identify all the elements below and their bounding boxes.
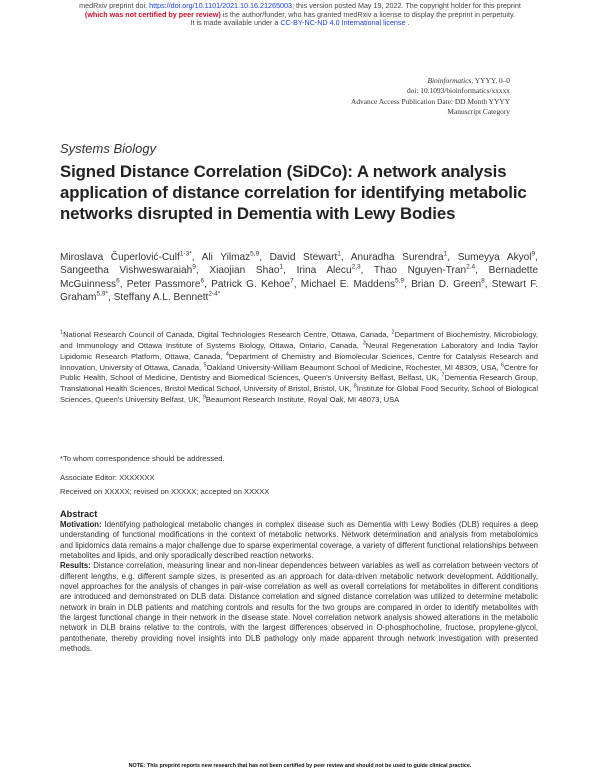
associate-editor: Associate Editor: XXXXXXX [60,473,155,482]
abstract-heading: Abstract [60,509,98,519]
results-text: Distance correlation, measuring linear and non-linear dependences between variables as well as correlation between vectors of different lengths, e.g. different sample sizes, is presented as an approach for data-driven metabolic network development. Additionally, novel approaches for the analysis of changes in pair-wise correlation as well as overall correlations for metabolites in different conditions are introduced and demonstrated on DLB data. Distance correlation and signed distance correlation was utilized to determine metabolic network in brain in DLB patients and matching controls and results for the two groups are compared in order to identify metabolites with the largest functional change in their network in the disease state. Novel correlation network analysis showed alterations in the metabolic network in DLB brains relative to the controls, with the largest differences observed in O-phosphocholine, fructose, propylene-glycol, pantothenate, thereby providing novel insights into DLB pathology only made apparent through network investigation with presented methods. [60,561,538,654]
author-name: Sumeyya Akyol [457,252,532,263]
author-name: David Stewart [269,252,338,263]
received-dates: Received on XXXXX; revised on XXXXX; accepted on XXXXX [60,487,270,496]
author-name: Miroslava Čuperlović-Culf [60,252,180,263]
motivation-label: Motivation: [60,520,102,529]
author-list: Miroslava Čuperlović-Culf$^{1-3*}$, Ali Yilmaz$^{5,9}$, David Stewart$^1$, Anuradha Surendra$^1$, Sumeyya Akyol$^9$, Sangeetha Vishweswaraiah$^9$, Xiaojian Shao$^1$, Irina Alecu$^{2,3}$, Thao Nguyen-Tran$^{2,4}$, Bernadette McGuinness$^6$, Peter Passmore$^6$, Patrick G. Kehoe$^7$, Michael E. Maddens$^{5,9}$, Brian D. Green$^8$, Stewart F. Graham$^{5,9*}$, Steffany A.L. Bennett$^{2-4*}$ [60,250,539,304]
affiliation-text: National Research Council of Canada, Digital Technologies Research Centre, Ottawa, Canada, [63,330,392,339]
journal-volume: , YYYY, 0–0 [471,76,510,85]
author-name: Peter Passmore [126,278,201,290]
author-name: Bernadette McGuinness [60,265,539,290]
results-label: Results: [60,561,91,571]
journal-info [351,76,510,118]
affiliation-text: Department of Biochemistry, Microbiology, and Immunology and Ottawa Institute of Systems Biology, Ottawa, Ontario, Canada, [60,330,538,350]
author-name: Brian D. Green [411,278,482,290]
correspondence-note: *To whom correspondence should be addressed. [60,454,225,463]
author-affiliation-mark: 2,4 [466,264,476,272]
affiliation-number: 8 [353,383,357,390]
motivation-text: Identifying pathological metabolic changes in complex disease such as Dementia with Lewy Bodies (DLB) requires a deep understanding of functional modifications in the context of metabolic networks. Network determination and analysis from metabolomics and lipidomics data remains a major challenge due to sparse experimental coverage, a variety of different functional relationships between metabolites and lipids, and only sporadically described reaction networks. [60,520,538,561]
affiliation-text: Institute for Global Food Security, School of Biological Sciences, Queen's University Belfast, UK, [60,384,539,405]
affiliation-text: Centre for Public Health, School of Medicine, Dentistry and Biomedical Sciences, Queen's University Belfast, Belfast, UK, [60,362,539,383]
author-affiliation-mark: 8 [481,277,485,285]
banner-text: It is made available under a [190,18,281,28]
manuscript-category: Manuscript Category [447,107,510,117]
affiliation-text: Beaumont Research Institute, Royal Oak, MI 48073, USA [205,395,400,405]
author-name: Sangeetha Vishweswaraiah [60,265,193,277]
affiliation-number: 9 [202,394,206,401]
author-name: Thao Nguyen-Tran [373,265,467,277]
author-affiliation-mark: 9 [531,250,536,258]
journal-doi: doi: 10.1093/bioinformatics/xxxxx [406,86,510,96]
author-affiliation-mark: 9 [192,264,196,272]
banner-text: is the author/funder, who has granted medRxiv a license to display the preprint in perpetuity. [220,9,516,19]
author-affiliation-mark: 5,9* [96,290,109,298]
doi-link[interactable]: https://doi.org/10.1101/2021.10.16.21265003 [149,1,293,10]
author-name: Steffany A.L. Bennett [113,292,209,304]
affiliation-number: 7 [441,372,445,379]
banner-text: ; this version posted May 19, 2022. The copyright holder for this preprint [292,1,521,10]
author-affiliation-mark: 7 [290,277,294,285]
affiliation-number: 2 [391,329,395,336]
author-name: Patrick G. Kehoe [211,278,291,290]
author-name: Xiaojian Shao [209,265,280,277]
author-affiliation-mark: 1 [443,250,448,258]
author-affiliation-mark: 2,3 [351,264,361,272]
author-affiliation-mark: 5,9 [395,277,405,285]
affiliation-text: Neural Regeneration Laboratory and India Taylor Lipidomic Research Platform, Ottawa, Canada, [60,340,538,361]
affiliations [60,330,538,406]
author-affiliation-mark: 5,9 [250,250,260,258]
author-affiliation-mark: 1 [279,264,284,272]
peer-review-notice: (which was not certified by peer review) [84,9,221,19]
author-affiliation-mark: 2-4* [208,290,221,298]
affiliation-number: 1 [60,329,64,336]
preprint-banner [0,2,600,28]
author-name: Stewart F. Graham [60,278,539,304]
license-link[interactable]: CC-BY-NC-ND 4.0 International license [280,18,406,28]
preprint-footer-note: NOTE: This preprint reports new research that has not been certified by peer review and should not be used to guide clinical practice. [128,763,472,769]
affiliation-number: 4 [225,351,229,358]
affiliation-text: Dementia Research Group, Translational Health Sciences, Bristol Medical School, University of Bristol, Bristol, UK, [60,373,539,394]
publication-date: Advance Access Publication Date: DD Month YYYY [350,96,510,106]
affiliation-number: 5 [203,362,207,368]
journal-name: Bioinformatics [427,76,472,85]
author-affiliation-mark: 1 [337,250,341,258]
affiliation-text: Department of Chemistry and Biomolecular Sciences, Centre for Catalysis Research and Innovation, University of Ottawa, Canada, [60,351,538,372]
author-name: Anuradha Surendra [350,252,444,263]
banner-text: . [405,18,410,28]
paper-title: Signed Distance Correlation (SiDCo): A network analysis application of distance correlation for identifying metabolic networks disrupted in Dementia with Lewy Bodies [60,162,527,223]
subject-category: Systems Biology [60,141,157,156]
affiliation-number: 3 [362,340,366,347]
abstract-body [60,520,538,654]
affiliation-text: Oakland University-William Beaumont School of Medicine, Rochester, MI 48309, USA, [206,362,501,372]
author-name: Irina Alecu [296,265,352,277]
author-affiliation-mark: 1-3* [179,250,192,258]
author-name: Ali Yilmaz [201,252,251,263]
author-name: Michael E. Maddens [300,278,396,290]
banner-text: medRxiv preprint doi: [79,1,150,10]
author-affiliation-mark: 6 [200,277,205,285]
affiliation-number: 6 [500,362,504,368]
author-affiliation-mark: 6 [116,277,120,285]
